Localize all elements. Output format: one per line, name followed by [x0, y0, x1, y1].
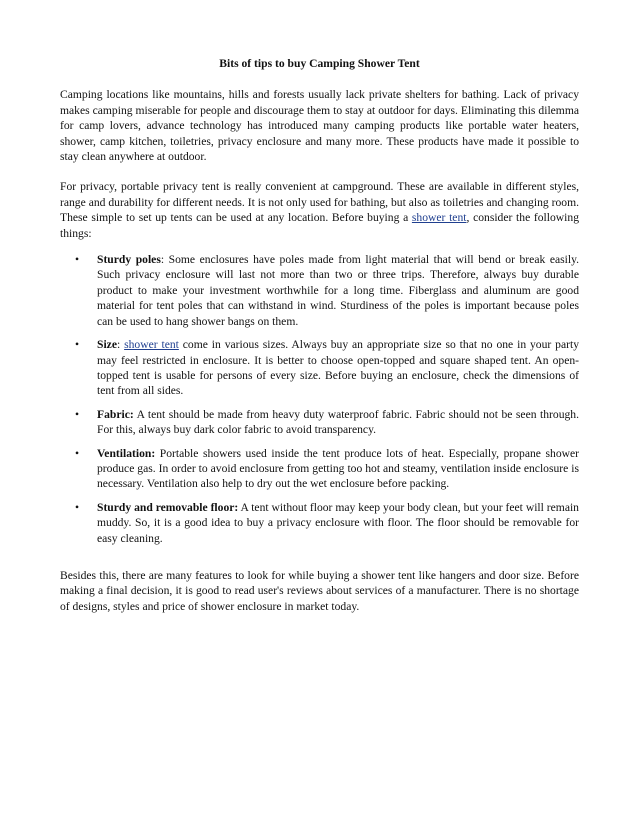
document-page	[60, 56, 579, 614]
list-item	[60, 500, 579, 546]
privacy-paragraph	[60, 179, 579, 241]
bullet-icon: •	[75, 407, 80, 421]
list-item	[60, 252, 579, 329]
privacy-paragraph-text: For privacy, portable privacy tent is really convenient at campground. These are available in different styles, range and durability for different needs. It is not only used for bathing, but also as toiletries and changing room. These simple to set up tents can be used at any location. Before buying a	[60, 180, 579, 225]
tip-term: Sturdy poles	[97, 253, 161, 267]
shower-tent-link[interactable]: shower tent	[124, 338, 179, 352]
tip-separator: :	[160, 253, 169, 267]
bullet-icon: •	[75, 446, 80, 460]
bullet-icon: •	[75, 500, 80, 514]
bullet-icon: •	[75, 338, 80, 352]
tip-text: A tent without floor may keep your body clean, but your feet will remain muddy. So, it is a good idea to buy a privacy enclosure with floor. The floor should be removable for easy cleaning.	[97, 500, 579, 545]
tips-list	[60, 252, 579, 546]
privacy-paragraph-tail: , consider the following things:	[60, 211, 579, 240]
list-item	[60, 407, 579, 438]
tip-text: A tent should be made from heavy duty waterproof fabric. Fabric should not be seen through. For this, always buy dark color fabric to avoid transparency.	[97, 407, 579, 437]
tip-separator: :	[116, 338, 125, 352]
document-title: Bits of tips to buy Camping Shower Tent	[219, 57, 420, 70]
tip-term: Ventilation:	[97, 446, 156, 460]
tip-text: Some enclosures have poles made from light material that will bend or break easily. Such privacy enclosure will last not more than two or three trips. Therefore, always buy durable product to make your investment worthwhile for a long time. Fiberglass and aluminum are good material for tent poles that can withstand in wind. Sturdiness of the poles is important because poles can be used to hang shower bangs on them.	[97, 253, 580, 328]
tip-term: Sturdy and removable floor:	[97, 500, 239, 514]
tip-text: come in various sizes. Always buy an appropriate size so that no one in your party may feel restricted in enclosure. It is better to choose open-topped and square shaped tent. An open-topped tent is usable for persons of every size. Before buying an enclosure, check the dimensions of tent from all sides.	[97, 338, 579, 398]
closing-paragraph: Besides this, there are many features to look for while buying a shower tent like hangers and door size. Before making a final decision, it is good to read user's reviews about services of a manufacturer. There is no shortage of designs, styles and price of shower enclosure in market today.	[60, 568, 579, 613]
list-item	[60, 446, 579, 492]
tip-term: Size	[97, 338, 117, 352]
tip-term: Fabric:	[97, 407, 134, 421]
tip-text: Portable showers used inside the tent produce lots of heat. Especially, propane shower produce gas. In order to avoid enclosure from getting too hot and steamy, ventilation inside enclosure is necessary. Ventilation also help to dry out the wet enclosure before packing.	[97, 446, 579, 491]
shower-tent-link[interactable]: shower tent	[411, 211, 467, 225]
list-item	[60, 337, 579, 399]
bullet-icon: •	[75, 253, 80, 267]
intro-paragraph: Camping locations like mountains, hills and forests usually lack private shelters for bathing. Lack of privacy makes camping miserable for people and discourage them to stay at outdoor for days. Eliminating this dilemma for camp lovers, advance technology has introduced many camping products like portable water heaters, shower, camp kitchen, toiletries, privacy enclosure and many more. These products have made it possible to stay clean anywhere at outdoor.	[60, 88, 579, 164]
